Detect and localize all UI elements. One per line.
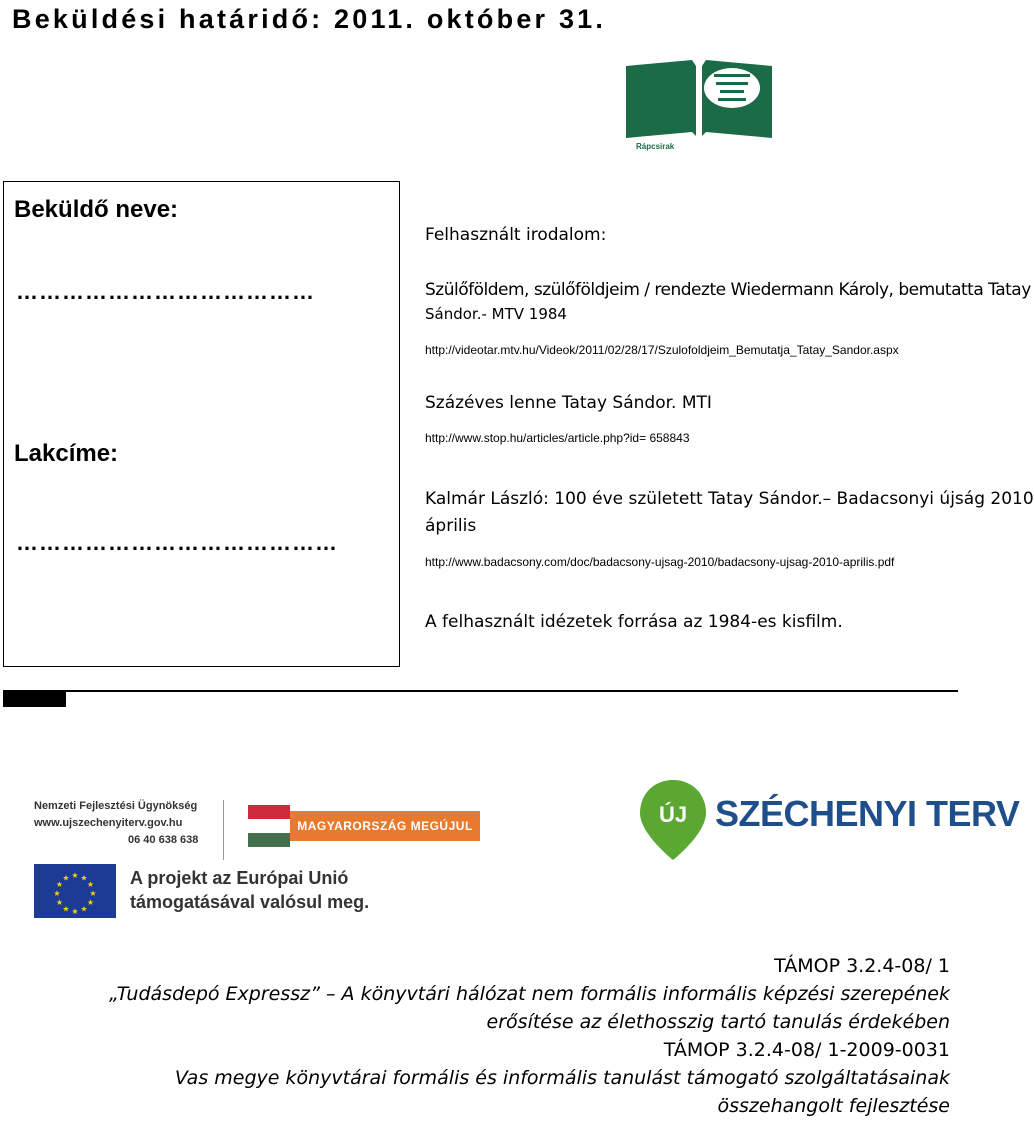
library-book-logo — [620, 54, 778, 152]
deadline-heading: Beküldési határidő: 2011. október 31. — [12, 4, 607, 34]
project-title-2-line2: összehangolt fejlesztése — [717, 1095, 950, 1117]
svg-text:★: ★ — [55, 898, 64, 907]
sponsor-separator — [223, 800, 224, 860]
szechenyi-icon-text: ÚJ — [658, 802, 688, 827]
szechenyi-terv-label: SZÉCHENYI TERV — [715, 793, 1020, 834]
project-title-2: Vas megye könyvtárai formális és informális tanulást támogató szolgáltatásainak — [174, 1067, 950, 1089]
eu-support-line2: támogatásával valósul meg. — [130, 892, 370, 912]
sender-box[interactable] — [3, 181, 400, 667]
tamop-code-2: TÁMOP 3.2.4-08/ 1-2009-0031 — [663, 1039, 950, 1061]
literature-item-1: Szülőföldem, szülőföldjeim / rendezte Wiedermann Károly, bemutatta Tatay — [425, 280, 1031, 300]
magyarorszag-megujul-banner: MAGYARORSZÁG MEGÚJUL — [290, 811, 480, 841]
literature-item-3: Kalmár László: 100 éve született Tatay Sándor.– Badacsonyi újság 2010 — [425, 489, 1034, 509]
svg-text:★: ★ — [71, 871, 79, 880]
svg-text:★: ★ — [55, 880, 64, 889]
tamop-code-1: TÁMOP 3.2.4-08/ 1 — [774, 955, 950, 977]
hungarian-flag-icon — [248, 805, 290, 847]
address-field[interactable]: …………………………………… — [16, 530, 338, 555]
logo-caption: Rápcsirak — [636, 142, 675, 151]
svg-text:★: ★ — [53, 889, 61, 898]
svg-text:★: ★ — [62, 904, 70, 914]
eu-flag-icon — [34, 864, 116, 918]
sender-name-label: Beküldő neve: — [14, 196, 179, 223]
divider-line — [3, 690, 958, 692]
svg-text:★: ★ — [80, 904, 88, 914]
svg-text:★: ★ — [80, 873, 88, 883]
literature-item-2: Százéves lenne Tatay Sándor. MTI — [425, 393, 712, 413]
literature-heading: Felhasznált irodalom: — [425, 225, 607, 245]
literature-url-1[interactable]: http://videotar.mtv.hu/Videok/2011/02/28/17/Szulofoldjeim_Bemutatja_Tatay_Sandor.aspx — [425, 343, 899, 357]
address-label: Lakcíme: — [14, 440, 119, 467]
eu-support-line1: A projekt az Európai Unió — [130, 868, 349, 888]
literature-url-3[interactable]: http://www.badacsony.com/doc/badacsony-ujsag-2010/badacsony-ujsag-2010-aprilis.pdf — [425, 555, 895, 569]
svg-text:★: ★ — [62, 873, 70, 883]
nfu-name: Nemzeti Fejlesztési Ügynökség — [34, 800, 198, 812]
svg-text:★: ★ — [86, 898, 95, 907]
divider-marker — [3, 690, 66, 707]
sender-name-field[interactable]: ………………………………… — [16, 279, 315, 304]
nfu-phone: 06 40 638 638 — [128, 834, 199, 846]
szechenyi-pin-icon — [638, 778, 708, 862]
project-title-1-line2: erősítése az élethosszig tartó tanulás érdekében — [486, 1011, 950, 1033]
eu-support-text — [130, 866, 369, 914]
svg-text:★: ★ — [89, 889, 97, 898]
quote-source-note: A felhasznált idézetek forrása az 1984-es kisfilm. — [425, 612, 843, 632]
project-title-1: „Tudásdepó Expressz” – A könyvtári hálózat nem formális informális képzési szerepének — [108, 983, 950, 1005]
svg-text:★: ★ — [86, 880, 95, 889]
nfu-block — [34, 798, 210, 849]
literature-url-2[interactable]: http://www.stop.hu/articles/article.php?id= 658843 — [425, 431, 690, 445]
literature-item-3-line2: április — [425, 516, 477, 536]
literature-item-1-line2: Sándor.- MTV 1984 — [425, 305, 567, 323]
nfu-website[interactable]: www.ujszechenyiterv.gov.hu — [34, 817, 183, 829]
svg-text:★: ★ — [71, 907, 79, 916]
